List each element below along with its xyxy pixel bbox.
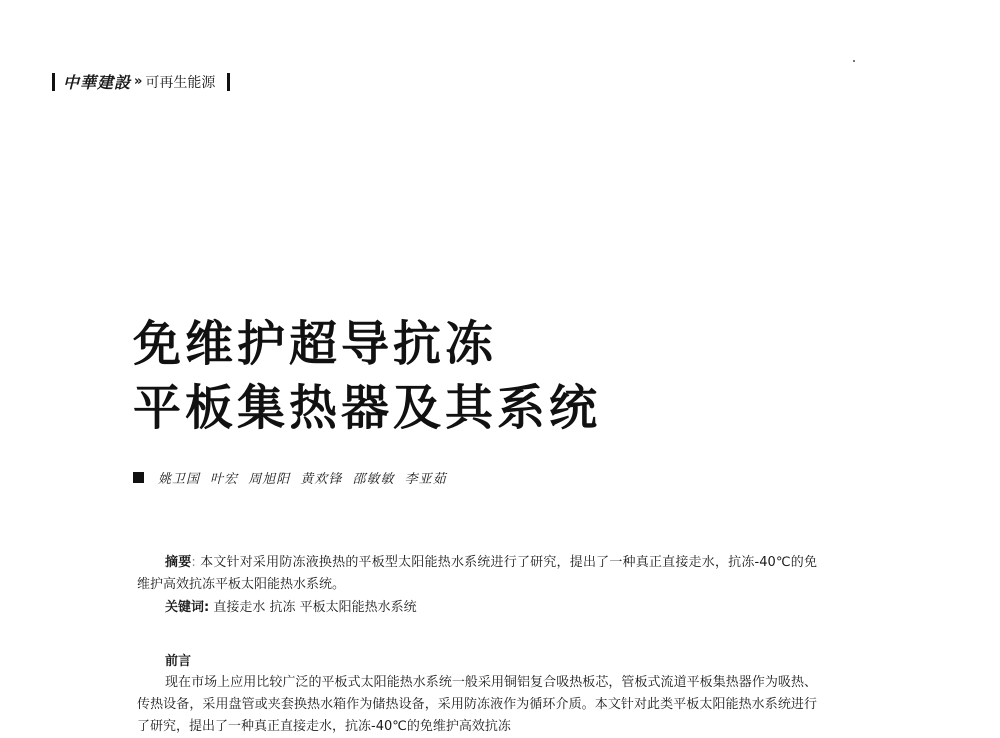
header-right-bar [227, 73, 230, 91]
abstract-label: 摘要 [165, 555, 192, 570]
header-left-bar [52, 73, 55, 91]
title-line-2: 平板集热器及其系统 [133, 380, 602, 436]
scan-speck [853, 60, 855, 62]
journal-brand: 中華建設 [63, 73, 132, 92]
author-names: 姚卫国 叶宏 周旭阳 黄欢锋 邵敏敏 李亚茹 [158, 472, 447, 487]
author-line [133, 468, 447, 487]
square-bullet-icon [133, 472, 144, 483]
double-chevron-icon: » [134, 74, 143, 89]
running-header [52, 70, 230, 93]
preface-heading: 前言 [165, 654, 192, 669]
keywords-line [137, 597, 845, 619]
article-title [133, 312, 601, 440]
preface-paragraph: 现在市场上应用比较广泛的平板式太阳能热水系统一般采用铜铝复合吸热板芯，管板式流道平板集热器作为吸热、传热设备，采用盘管或夹套换热水箱作为储热设备，采用防冻液作为循环介质。本文针对此类平板太阳能热水系统进行了研究，提出了一种真正直接走水，抗冻-40℃的免维护高效抗冻 [137, 675, 817, 734]
title-line-1: 免维护超导抗冻 [133, 316, 498, 372]
keywords-label: 关键词: [165, 600, 210, 615]
abstract-separator: : [191, 555, 196, 570]
keywords-text: 直接走水 抗冻 平板太阳能热水系统 [209, 600, 417, 615]
abstract-paragraph [137, 552, 817, 596]
section-name: 可再生能源 [145, 74, 216, 91]
abstract-text: 本文针对采用防冻液换热的平板型太阳能热水系统进行了研究，提出了一种真正直接走水，抗冻-40℃的免维护高效抗冻平板太阳能热水系统。 [137, 555, 817, 592]
